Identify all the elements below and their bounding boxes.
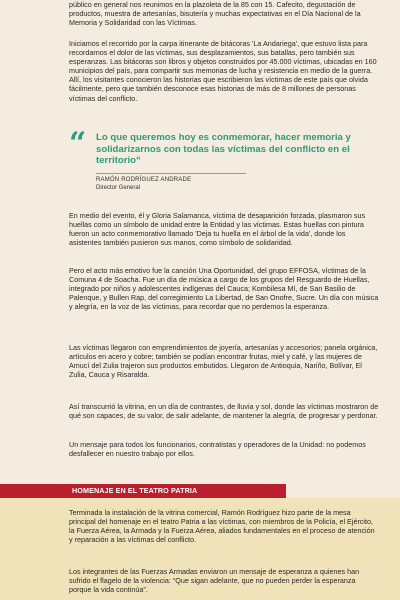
section-paragraph: Los integrantes de las Fuerzas Armadas enviaron un mensaje de esperanza a quienes han sufrido el flagelo de la violencia: “Que sigan adelante, que no pueden perder la esperanza porque la vida continúa”. (69, 567, 360, 595)
section-heading: HOMENAJE EN EL TEATRO PATRIA (72, 486, 198, 495)
section-heading-banner (0, 484, 286, 498)
pull-quote (69, 126, 379, 196)
article-paragraph: Iniciamos el recorrido por la carpa itinerante de bitácoras 'La Andariega', que estuvo lista para recordarnos el dolor de las víctimas, sus desplazamientos, sus batallas, pero también sus esperanzas. Las bitácoras son libros y objetos construidos por 45.000 víctimas, ubicadas en 160 municipios del país, para compartir sus memorias de lucha y resistencia en medio de la guerra. Allí, los visitantes conocieron las historias que escribieron las víctimas de este país que olvida fácilmente, pero que también desconoce esas historias de más de 8 millones de personas víctimas del conflicto. (69, 39, 377, 103)
article-paragraph: Pero el acto más emotivo fue la canción Una Oportunidad, del grupo EFFOSA, víctimas de la Comuna 4 de Soacha. Fue un día de música a cargo de los grupos del Resguardo de Huellas, integrado por niños y adolescentes indígenas del Cauca; Kombilesa Mí, de San Basilio de Palenque, y Bullen Rap, del corregimiento La Libertad, de San Onofre, Sucre. Un día con música y alegría, en la voz de las víctimas, para recordar que no perdemos la esperanza. (69, 266, 379, 312)
article-paragraph: Un mensaje para todos los funcionarios, contratistas y operadores de la Unidad: no podemos desfallecer en nuestro trabajo por ellos. (69, 440, 366, 459)
pull-quote-role: Director General (96, 185, 141, 191)
article-paragraph: público en general nos reunimos en la plazoleta de la 85 con 15. Cafecito, degustación de productos, muestra de artesanías, bisutería y muchas expectativas en el Día Nacional de la Memoria y Solidaridad con las Víctimas. (69, 0, 361, 28)
article-paragraph: En medio del evento, él y Gloria Salamanca, víctima de desaparición forzada, plasmaron sus huellas como un símbolo de unidad entre la Entidad y las víctimas. Estas huellas con pintura fueron un acto conmemorativo llamado 'Deja tu huella en el árbol de la vida', donde los asistentes también pusieron sus manos, como símbolo de solidaridad. (69, 211, 366, 248)
pull-quote-text: Lo que queremos hoy es conmemorar, hacer memoria y solidarizarnos con todas las víctimas del conflicto en el territorio“ (96, 132, 351, 167)
article-paragraph: Así transcurrió la vitrina, en un día de contrastes, de lluvia y sol, donde las víctimas mostraron de qué son capaces, de su valor, de salir adelante, de mantener la alegría, de progresar y perdonar. (69, 402, 379, 421)
pull-quote-author: RAMÓN RODRÍGUEZ ANDRADE (96, 177, 192, 183)
article-paragraph: Las víctimas llegaron con emprendimientos de joyería, artesanías y accesorios; panela orgánica, artículos en acero y cobre; también se podían encontrar frutas, miel y café, y las mujeres de Amucí del Zulia trajeron sus productos embutidos. Llegaron de Antioquia, Nariño, Bolívar, El Zulia, Cauca y Risaralda. (69, 343, 378, 380)
pull-quote-divider (96, 173, 246, 174)
opening-quote-icon: “ (69, 126, 87, 161)
section-paragraph: Terminada la instalación de la vitrina comercial, Ramón Rodríguez hizo parte de la mesa principal del homenaje en el teatro Patria a las víctimas, con miembros de la Policía, el Ejército, la Fuerza Aérea, la Armada y la Fuerza Aérea, aliados fundamentales en el proceso de atención y reparación a las víctimas del conflicto. (69, 508, 375, 545)
